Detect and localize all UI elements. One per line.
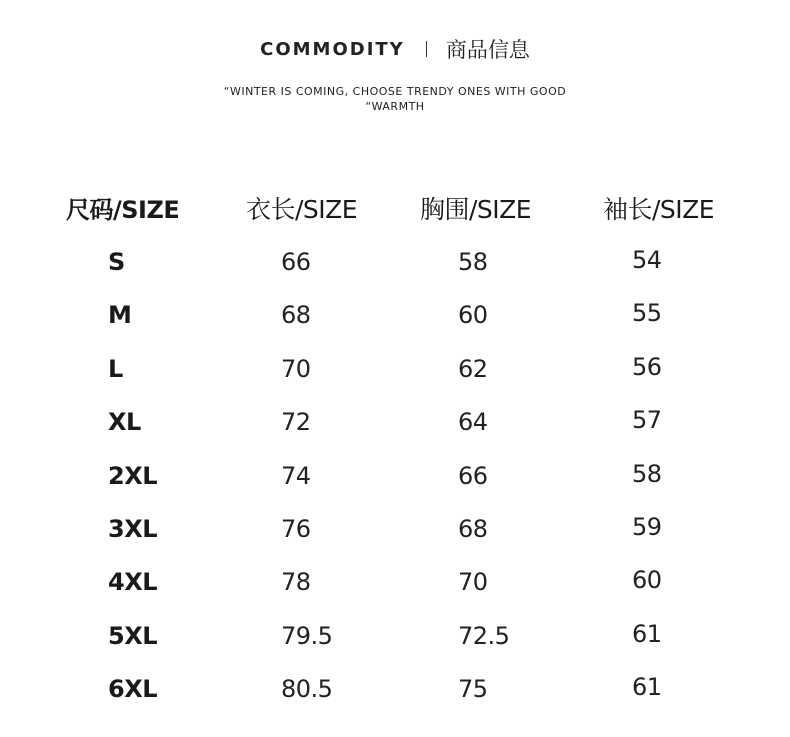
length-cell: 68	[281, 301, 311, 329]
length-cell: 66	[281, 248, 311, 276]
size-cell: 5XL	[108, 622, 157, 650]
sleeve-cell: 54	[632, 246, 662, 274]
sleeve-cell: 61	[632, 620, 662, 648]
column-header-size: 尺码/SIZE	[66, 196, 180, 224]
size-cell: 3XL	[108, 515, 157, 543]
chest-cell: 60	[458, 301, 488, 329]
chest-cell: 68	[458, 515, 488, 543]
chest-cell: 64	[458, 408, 488, 436]
length-cell: 80.5	[281, 675, 333, 703]
page-header	[0, 34, 790, 64]
column-header-length: 衣长/SIZE	[246, 195, 358, 224]
size-cell: S	[108, 248, 125, 276]
page-title: 商品信息	[445, 38, 530, 62]
chest-cell: 70	[458, 568, 488, 596]
tagline-line-2: “WARMTH	[365, 100, 425, 113]
table-row	[0, 669, 790, 709]
size-cell: L	[108, 355, 123, 383]
sleeve-cell: 60	[632, 566, 662, 594]
chest-cell: 75	[458, 675, 488, 703]
size-cell: XL	[108, 408, 141, 436]
tagline-line-1: “WINTER IS COMING, CHOOSE TRENDY ONES WITH GOOD	[223, 85, 567, 98]
sleeve-cell: 59	[632, 513, 662, 541]
length-cell: 79.5	[281, 622, 333, 650]
sleeve-cell: 61	[632, 673, 662, 701]
length-cell: 72	[281, 408, 311, 436]
column-header-chest: 胸围/SIZE	[420, 195, 532, 224]
sleeve-cell: 57	[632, 406, 662, 434]
length-cell: 70	[281, 355, 311, 383]
brand-label: COMMODITY	[260, 38, 405, 60]
chest-cell: 62	[458, 355, 488, 383]
table-row	[0, 509, 790, 549]
table-row	[0, 456, 790, 496]
table-row	[0, 349, 790, 389]
size-cell: M	[108, 301, 132, 329]
sleeve-cell: 55	[632, 299, 662, 327]
chest-cell: 58	[458, 248, 488, 276]
length-cell: 78	[281, 568, 311, 596]
size-cell: 4XL	[108, 568, 157, 596]
chest-cell: 66	[458, 462, 488, 490]
size-cell: 2XL	[108, 462, 157, 490]
table-row	[0, 242, 790, 282]
column-header-sleeve: 袖长/SIZE	[603, 195, 715, 224]
table-row	[0, 295, 790, 335]
table-row	[0, 616, 790, 656]
sleeve-cell: 58	[632, 460, 662, 488]
sleeve-cell: 56	[632, 353, 662, 381]
table-row	[0, 562, 790, 602]
chest-cell: 72.5	[458, 622, 510, 650]
tagline	[0, 84, 790, 114]
table-row	[0, 402, 790, 442]
length-cell: 76	[281, 515, 311, 543]
header-divider	[426, 41, 427, 57]
size-cell: 6XL	[108, 675, 157, 703]
length-cell: 74	[281, 462, 311, 490]
